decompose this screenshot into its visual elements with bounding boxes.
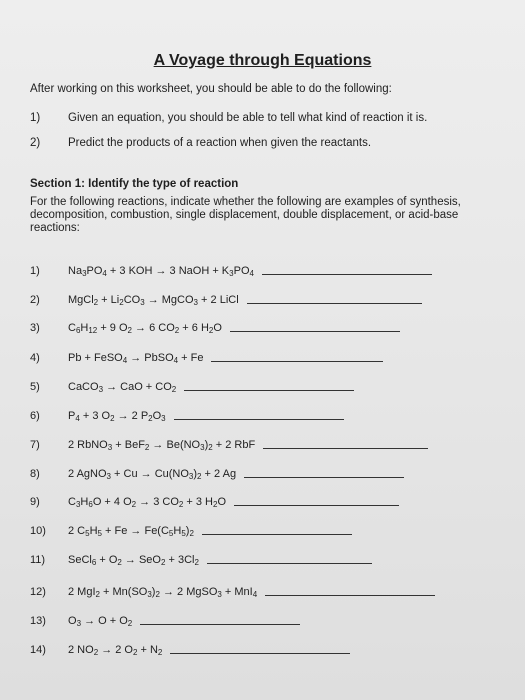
reaction-number: 10) [30,525,46,537]
reaction-row [30,344,383,364]
reaction-row [30,636,350,656]
answer-blank[interactable] [207,562,372,564]
reaction-number: 6) [30,410,40,422]
objective-number: 2) [30,137,41,149]
answer-blank[interactable] [265,594,435,596]
answer-blank[interactable] [247,302,422,304]
reaction-equation: 2 $MgI_2 + Mn(SO_3)_2 \to 2$ MgSO$_3$ + MnI$_4$ [68,586,258,599]
reaction-row [30,257,432,277]
reaction-equation: $C_3H_6O + 4$ $O_2 \to 3$ $CO_2 + 3$ $H_2O$ [68,496,227,509]
reaction-equation: 2 $NO_2 \to 2$ $O_2 + N_2$ [68,644,163,657]
reaction-number: 8) [30,468,40,480]
answer-blank[interactable] [230,330,400,332]
reaction-number: 7) [30,439,40,451]
reaction-row [30,286,422,306]
reaction-equation: 2 $C_5H_5 + Fe \to Fe(C_5H_5)_2$ [68,525,194,538]
objective-text: Given an equation, you should be able to tell what kind of reaction it is. [68,112,428,124]
reaction-number: 13) [30,615,46,627]
section-title: Section 1: Identify the type of reaction [30,178,239,190]
objective-text: Predict the products of a reaction when given the reactants. [68,137,372,149]
reaction-equation: MgCl$_2$ + $Li_2CO_3$ → MgCO$_3$ + 2 LiCl [68,294,239,307]
reaction-number: 4) [30,352,40,364]
reaction-row [30,578,435,598]
objective-item [30,137,371,149]
reaction-number: 12) [30,586,46,598]
worksheet-title: A Voyage through Equations [153,52,372,69]
answer-blank[interactable] [174,418,344,420]
answer-blank[interactable] [262,273,432,275]
objective-number: 1) [30,112,41,124]
reaction-row [30,431,428,451]
reaction-equation: $Na_3PO_4 + 3$ KOH → 3 NaOH + $K_3PO_4$ [68,265,254,278]
reaction-row [30,546,372,566]
section-instructions: For the following reactions, indicate whether the following are examples of synthesis, decomposition, combustion, single displacement, double displacement, or acid-base reactions: [30,196,461,234]
reaction-equation: SeCl$_6$ + $O_2 \to SeO_2 + 3Cl_2$ [68,554,199,567]
reaction-number: 14) [30,644,46,656]
answer-blank[interactable] [140,623,300,625]
reaction-equation: $C_6H_{12} + 9$ $O_2 \to 6$ $CO_2 + 6$ $H_2O$ [68,322,222,335]
answer-blank[interactable] [184,389,354,391]
reaction-row [30,488,399,508]
answer-blank[interactable] [211,360,383,362]
answer-blank[interactable] [170,652,350,654]
reaction-equation: CaCO$_3$ → CaO + $CO_2$ [68,381,177,394]
reaction-row [30,314,400,334]
reaction-number: 1) [30,265,40,277]
answer-blank[interactable] [202,533,352,535]
reaction-number: 9) [30,496,40,508]
reaction-row [30,402,344,422]
reaction-row [30,373,354,393]
reaction-row [30,517,352,537]
reaction-number: 11) [30,554,46,566]
reaction-equation: $O_3 \to O + O_2$ [68,615,133,628]
reaction-number: 3) [30,322,40,334]
reaction-equation: Pb + FeSO$_4$ → PbSO$_4$ + Fe [68,352,204,365]
reaction-row [30,460,404,480]
intro-text: After working on this worksheet, you should be able to do the following: [30,83,392,95]
answer-blank[interactable] [263,447,428,449]
objective-item [30,112,427,124]
reaction-equation: $P_4 + 3$ $O_2 \to 2$ $P_2O_3$ [68,410,166,423]
reaction-equation: 2 AgNO$_3$ + $Cu \to Cu(NO_3)_2 + 2$ Ag [68,468,237,481]
reaction-number: 5) [30,381,40,393]
reaction-number: 2) [30,294,40,306]
answer-blank[interactable] [234,504,399,506]
answer-blank[interactable] [244,476,404,478]
reaction-equation: 2 RbNO$_3$ + $BeF_2 \to Be(NO_3)_2 + 2$ RbF [68,439,256,452]
reaction-row [30,607,300,627]
